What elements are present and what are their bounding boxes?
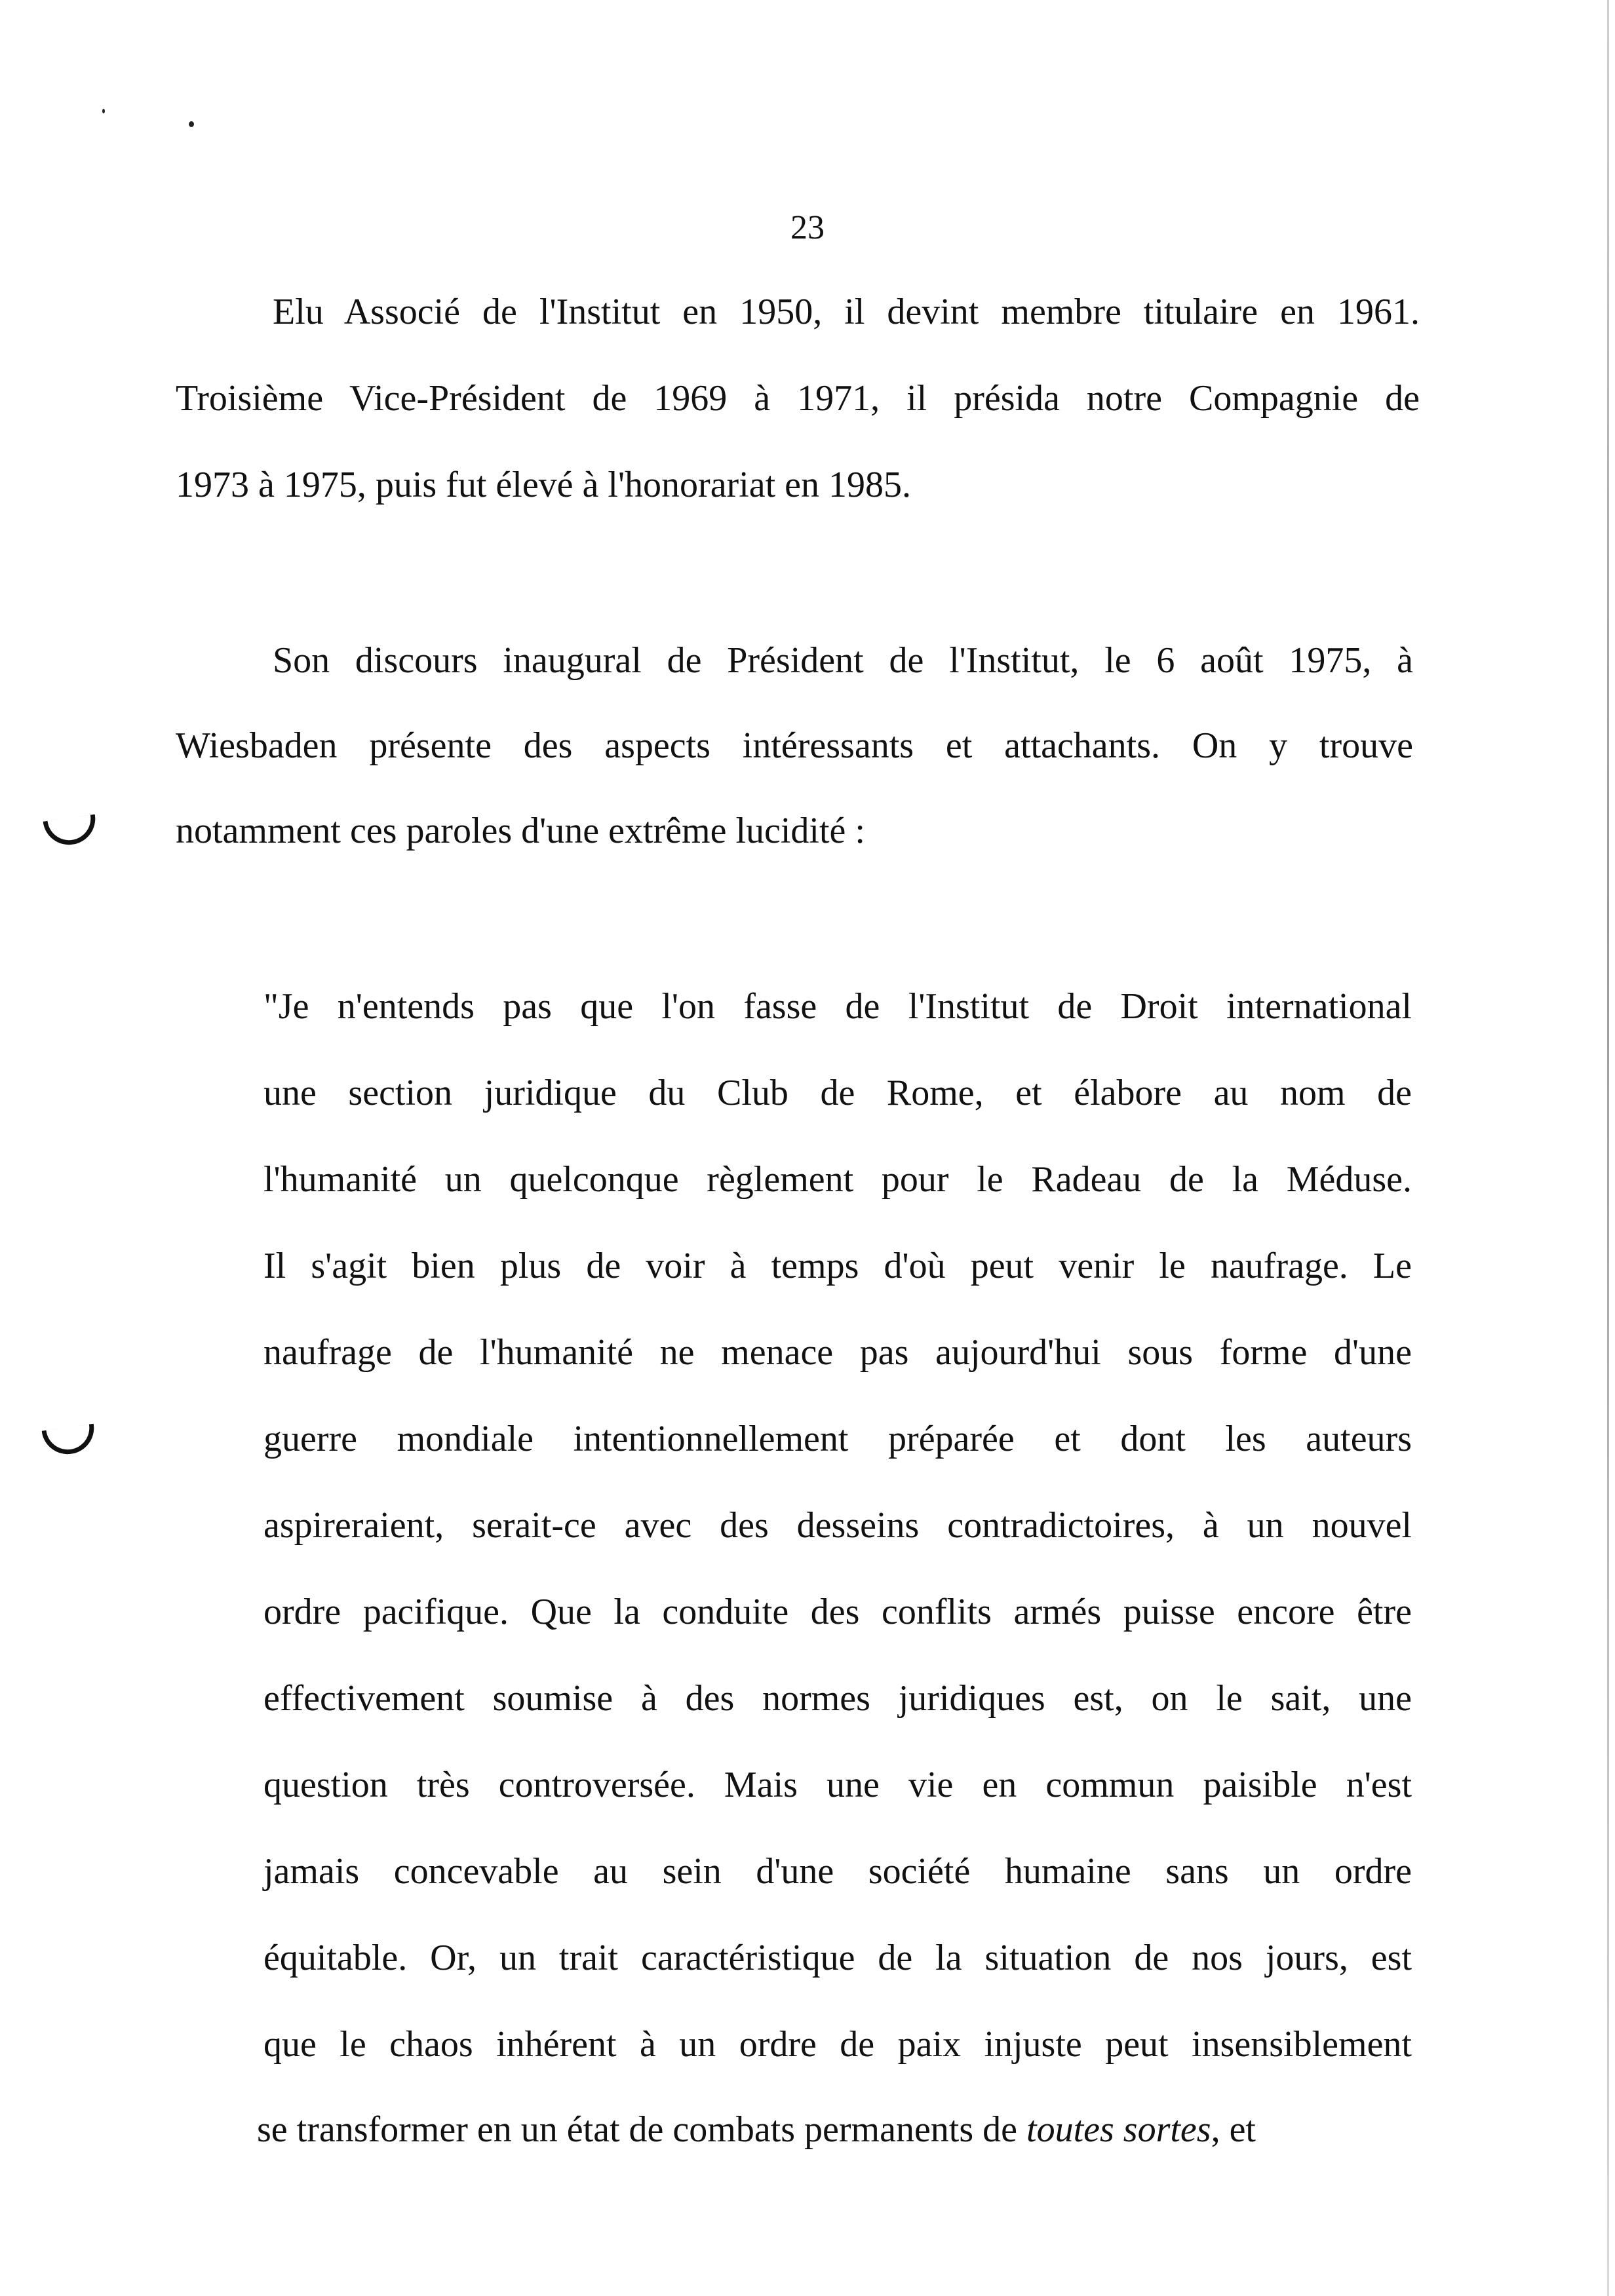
page-edge [1607,0,1609,2296]
margin-bracket-mark [43,814,99,849]
paragraph-2-line-2: Wiesbaden présente des aspects intéressants et attachants. On y trouve [176,725,1413,766]
scan-speck [189,121,194,127]
page-number: 23 [790,209,825,246]
quote-line-5: naufrage de l'humanité ne menace pas aujourd'hui sous forme d'une [263,1332,1412,1373]
quote-italic-phrase: toutes sortes [1026,2109,1211,2150]
margin-bracket-mark [42,1424,98,1458]
quote-line-1: "Je n'entends pas que l'on fasse de l'Institut de Droit international [263,986,1412,1027]
scan-speck [102,109,105,113]
paragraph-1-line-3: 1973 à 1975, puis fut élevé à l'honorariat en 1985. [176,465,912,505]
quote-line-11: jamais concevable au sein d'une société humaine sans un ordre [263,1851,1412,1892]
quote-line-10: question très controversée. Mais une vie en commun paisible n'est [263,1765,1412,1805]
quote-line-8: ordre pacifique. Que la conduite des conflits armés puisse encore être [263,1592,1412,1632]
quote-line-3: l'humanité un quelconque règlement pour le Radeau de la Méduse. [263,1159,1412,1200]
paragraph-2-line-3: notamment ces paroles d'une extrême lucidité : [176,811,865,851]
quote-line-14-text: se transformer en un état de combats permanents de [257,2109,1027,2150]
quote-line-14 [257,2111,1256,2148]
quote-line-13: que le chaos inhérent à un ordre de paix injuste peut insensiblement [263,2024,1412,2065]
quote-line-9: effectivement soumise à des normes juridiques est, on le sait, une [263,1678,1412,1719]
paragraph-2-line-1: Son discours inaugural de Président de l'Institut, le 6 août 1975, à [273,640,1413,681]
quote-line-4: Il s'agit bien plus de voir à temps d'où peut venir le naufrage. Le [263,1246,1412,1286]
quote-line-2: une section juridique du Club de Rome, et élabore au nom de [263,1073,1412,1113]
quote-line-6: guerre mondiale intentionnellement préparée et dont les auteurs [263,1419,1412,1459]
paragraph-1-line-1: Elu Associé de l'Institut en 1950, il devint membre titulaire en 1961. [273,292,1420,332]
paragraph-1-line-2: Troisième Vice-Président de 1969 à 1971, il présida notre Compagnie de [176,378,1420,419]
quote-line-12: équitable. Or, un trait caractéristique de la situation de nos jours, est [263,1938,1412,1978]
quote-line-14-end: , et [1211,2109,1256,2150]
quote-line-7: aspireraient, serait-ce avec des desseins contradictoires, à un nouvel [263,1505,1412,1546]
